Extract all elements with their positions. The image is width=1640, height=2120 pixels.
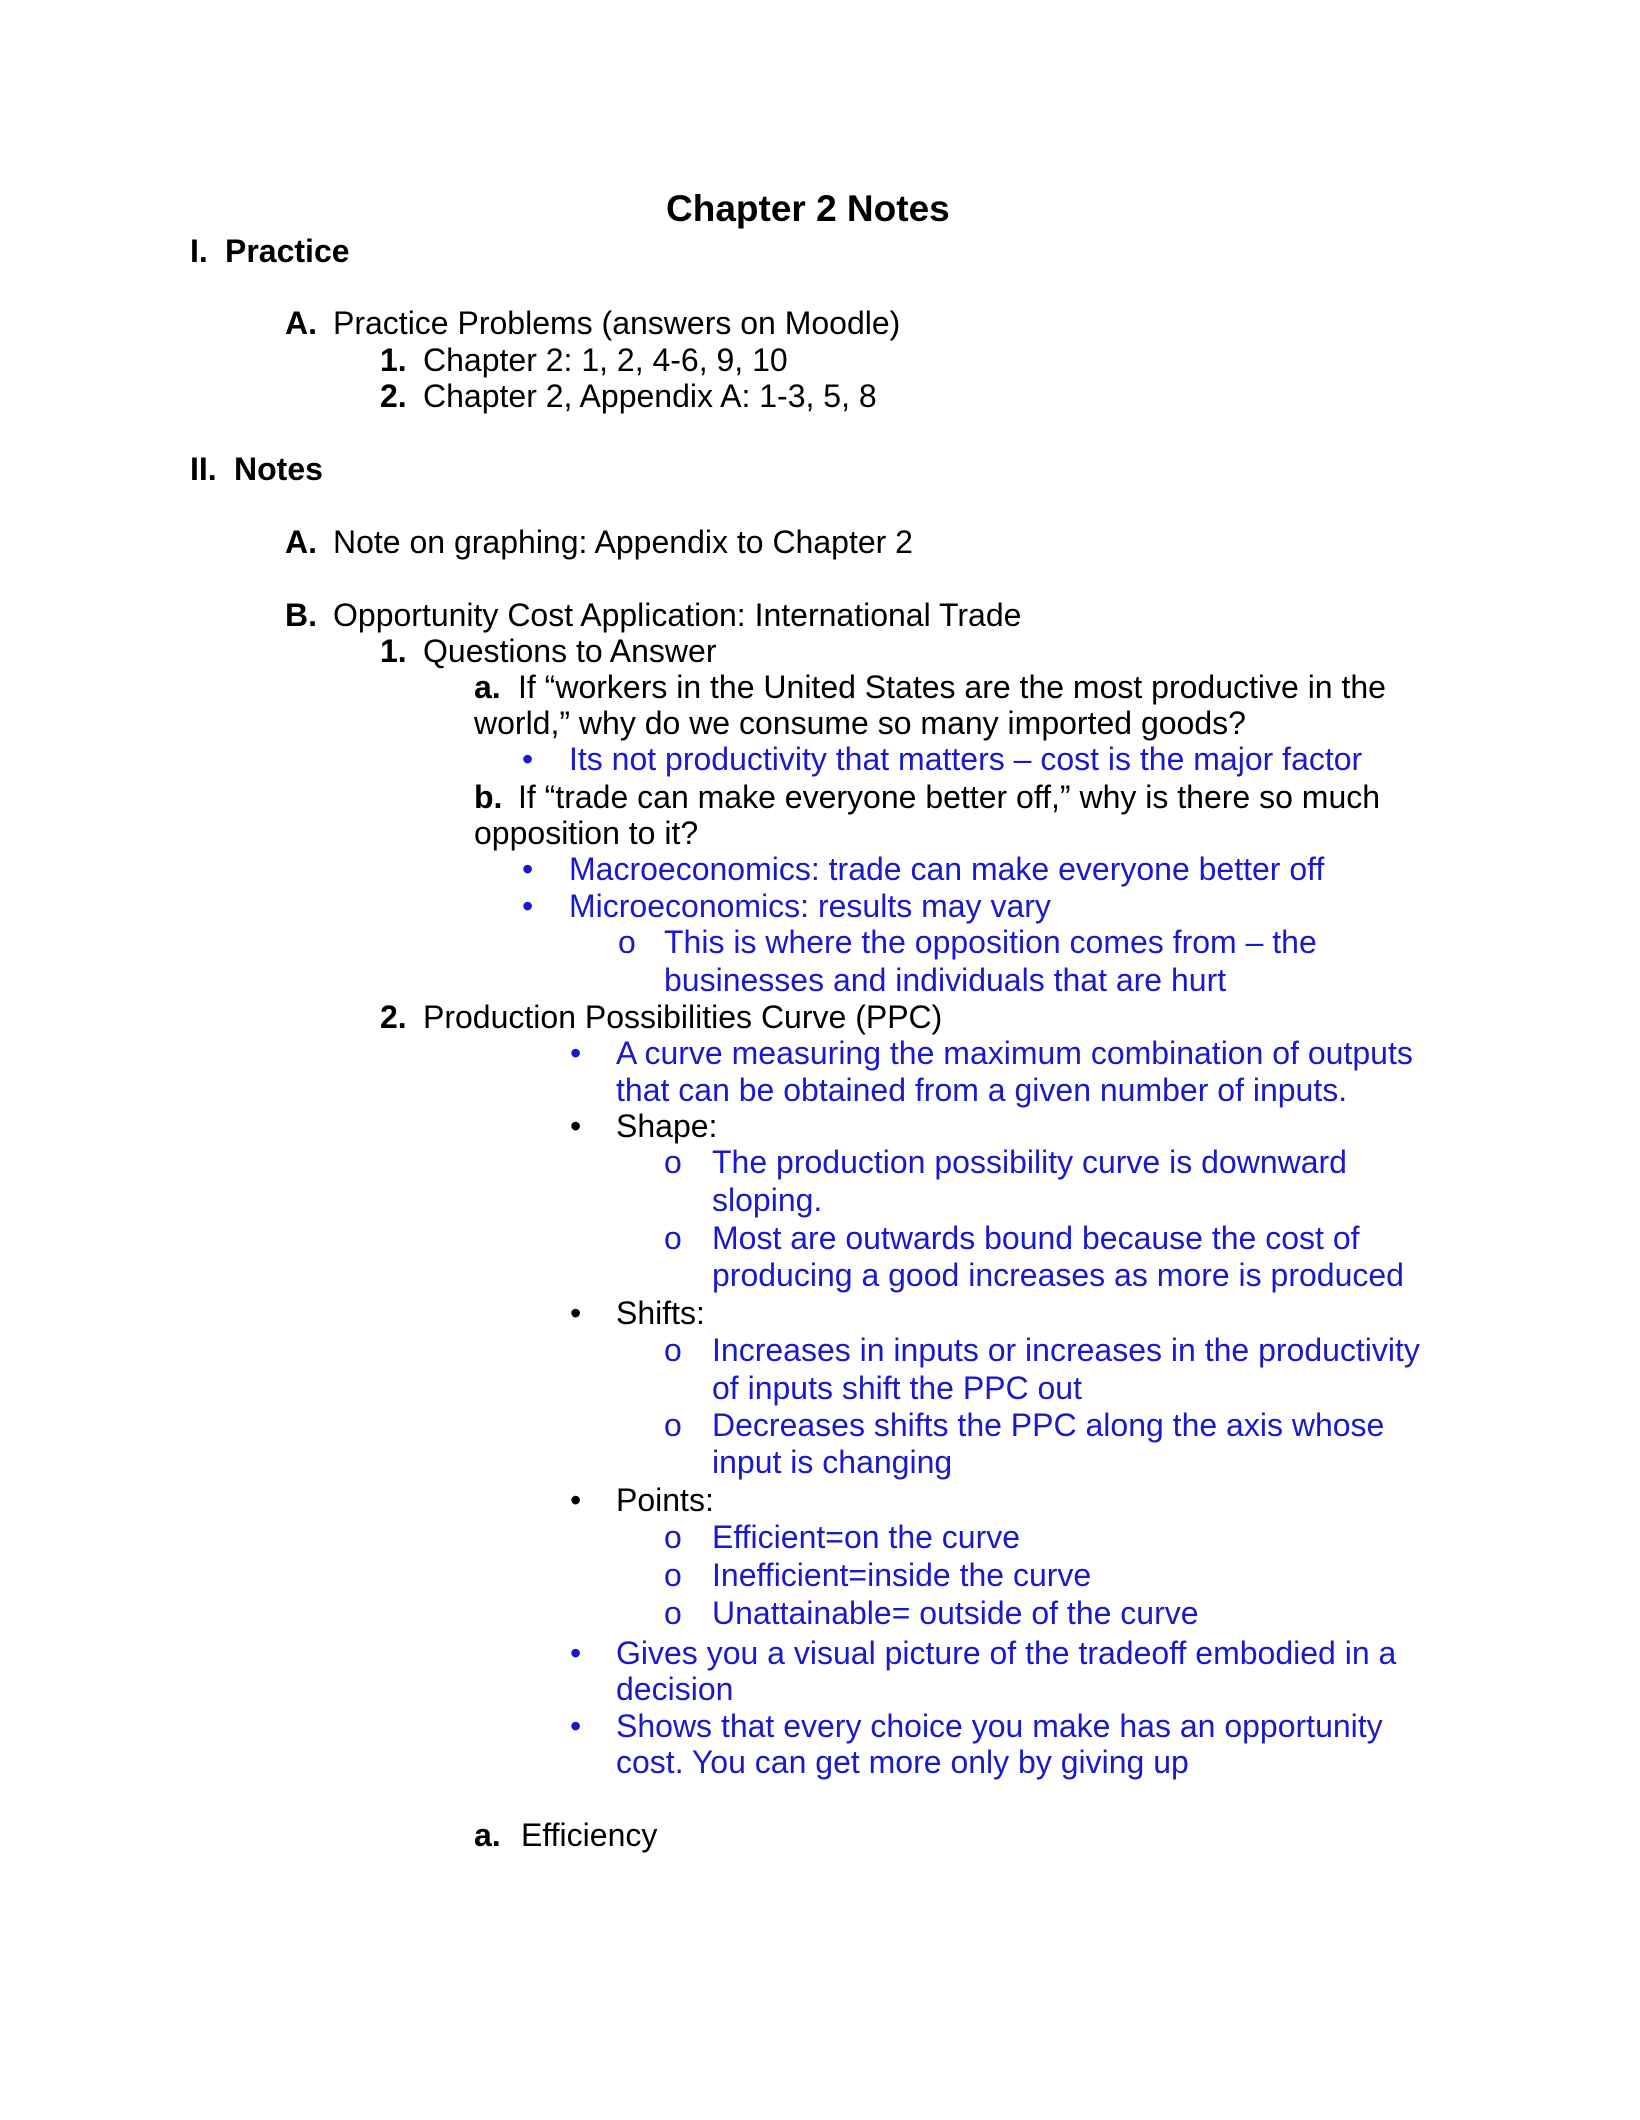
subpoint-text: Efficiency — [521, 1817, 658, 1853]
sub-bullet-line: sloping. — [712, 1182, 823, 1218]
question-marker: b. — [474, 779, 503, 815]
item-marker: A. — [285, 305, 317, 341]
sub-bullet-marker: o — [664, 1332, 682, 1368]
section-number: II. — [190, 451, 217, 487]
question-line: If “workers in the United States are the most productive in the — [518, 669, 1386, 705]
item-marker: A. — [285, 524, 317, 560]
bullet-marker: • — [522, 851, 534, 887]
item-text: Opportunity Cost Application: International Trade — [333, 597, 1022, 633]
subitem-text: Questions to Answer — [423, 633, 717, 669]
sub-bullet-line: Efficient=on the curve — [712, 1519, 1021, 1555]
bullet-line: that can be obtained from a given number of inputs. — [616, 1072, 1348, 1108]
question-line: If “trade can make everyone better off,” why is there so much — [518, 779, 1381, 815]
sub-bullet-marker: o — [664, 1144, 682, 1180]
bullet-marker: • — [570, 1108, 582, 1144]
subpoint-marker: a. — [474, 1817, 501, 1853]
item-text: Note on graphing: Appendix to Chapter 2 — [333, 524, 913, 560]
sub-bullet-line: Decreases shifts the PPC along the axis whose — [712, 1407, 1385, 1443]
item-text: Practice Problems (answers on Moodle) — [333, 305, 901, 341]
section-number: I. — [190, 233, 208, 269]
bullet-marker: • — [522, 741, 534, 777]
sub-bullet-line: Inefficient=inside the curve — [712, 1557, 1092, 1593]
sub-bullet-line: of inputs shift the PPC out — [712, 1370, 1082, 1406]
bullet-label: Shifts: — [616, 1295, 705, 1331]
sub-bullet-marker: o — [664, 1220, 682, 1256]
bullet-text: Microeconomics: results may vary — [569, 888, 1051, 924]
subitem-marker: 1. — [380, 633, 407, 669]
question-line: world,” why do we consume so many imported goods? — [474, 705, 1246, 741]
sub-bullet-line: businesses and individuals that are hurt — [664, 962, 1227, 998]
bullet-text: Its not productivity that matters – cost is the major factor — [569, 741, 1363, 777]
sub-bullet-line: Increases in inputs or increases in the productivity — [712, 1332, 1420, 1368]
subitem-text: Chapter 2: 1, 2, 4-6, 9, 10 — [423, 342, 788, 378]
sub-bullet-line: producing a good increases as more is produced — [712, 1257, 1404, 1293]
bullet-line: cost. You can get more only by giving up — [616, 1744, 1189, 1780]
sub-bullet-line: Unattainable= outside of the curve — [712, 1595, 1199, 1631]
section-heading: Practice — [225, 233, 350, 269]
bullet-line: A curve measuring the maximum combination of outputs — [616, 1035, 1413, 1071]
bullet-text: Macroeconomics: trade can make everyone better off — [569, 851, 1325, 887]
sub-bullet-marker: o — [664, 1519, 682, 1555]
bullet-marker: • — [570, 1635, 582, 1671]
bullet-line: decision — [616, 1671, 734, 1707]
bullet-label: Points: — [616, 1482, 714, 1518]
page-title: Chapter 2 Notes — [666, 188, 950, 229]
subitem-marker: 2. — [380, 378, 407, 414]
bullet-marker: • — [570, 1035, 582, 1071]
subitem-marker: 1. — [380, 342, 407, 378]
item-marker: B. — [285, 597, 317, 633]
bullet-marker: • — [570, 1482, 582, 1518]
sub-bullet-line: Most are outwards bound because the cost of — [712, 1220, 1360, 1256]
subitem-text: Production Possibilities Curve (PPC) — [423, 999, 943, 1035]
question-marker: a. — [474, 669, 501, 705]
sub-bullet-marker: o — [664, 1557, 682, 1593]
sub-bullet-line: input is changing — [712, 1444, 953, 1480]
subitem-text: Chapter 2, Appendix A: 1-3, 5, 8 — [423, 378, 877, 414]
bullet-marker: • — [570, 1708, 582, 1744]
subitem-marker: 2. — [380, 999, 407, 1035]
sub-bullet-marker: o — [664, 1595, 682, 1631]
section-heading: Notes — [234, 451, 323, 487]
sub-bullet-marker: o — [618, 924, 636, 960]
sub-bullet-line: The production possibility curve is downward — [712, 1144, 1347, 1180]
sub-bullet-line: This is where the opposition comes from – the — [664, 924, 1317, 960]
bullet-label: Shape: — [616, 1108, 718, 1144]
bullet-marker: • — [570, 1295, 582, 1331]
bullet-line: Gives you a visual picture of the tradeoff embodied in a — [616, 1635, 1397, 1671]
bullet-line: Shows that every choice you make has an opportunity — [616, 1708, 1383, 1744]
sub-bullet-marker: o — [664, 1407, 682, 1443]
question-line: opposition to it? — [474, 815, 699, 851]
bullet-marker: • — [522, 888, 534, 924]
